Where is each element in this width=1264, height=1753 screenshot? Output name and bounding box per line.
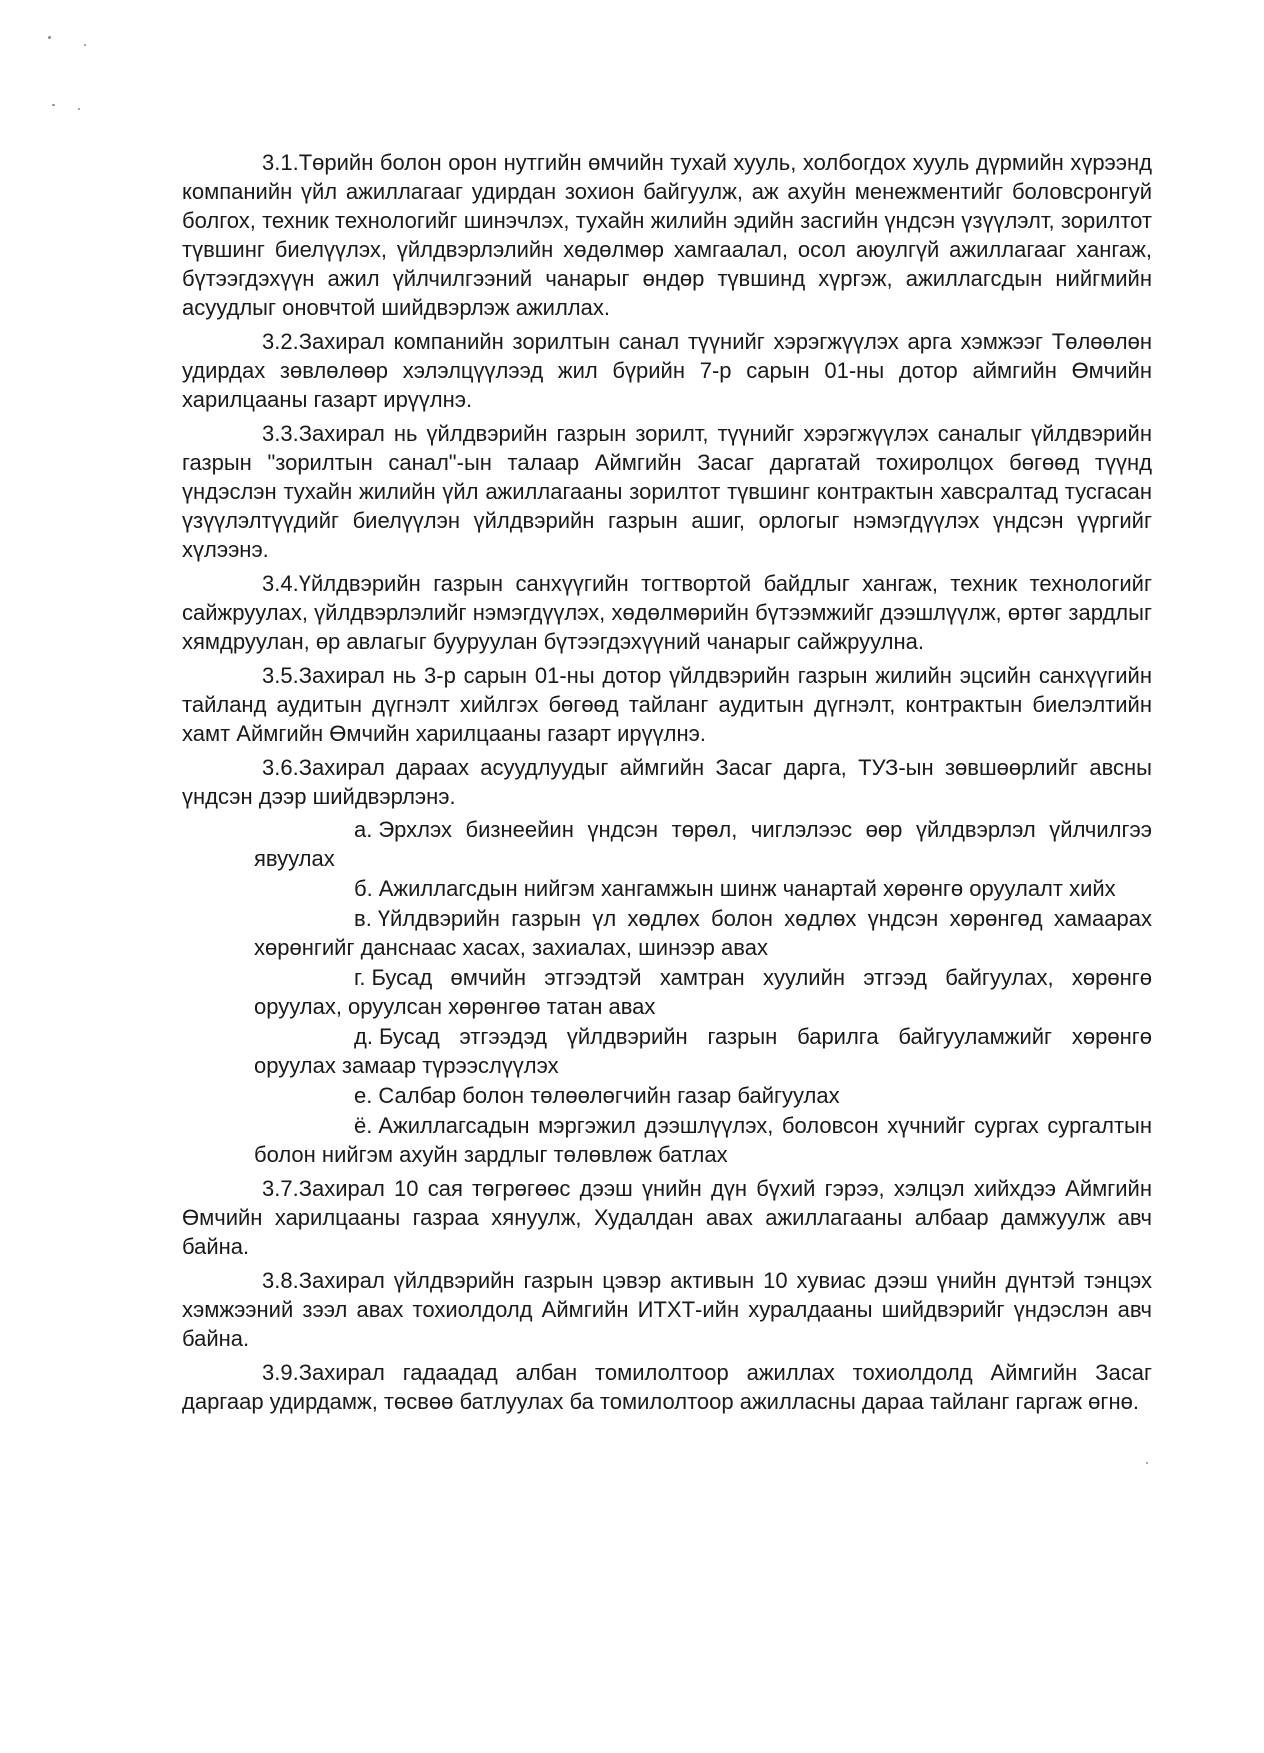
list-item [254, 1081, 1152, 1110]
list-item [254, 1022, 1152, 1080]
paragraph-3-2 [182, 327, 1152, 414]
clause-number: 3.3. [262, 421, 299, 446]
item-text: Ажиллагсдын нийгэм хангамжын шинж чанартай хөрөнгө оруулалт хийх [378, 876, 1116, 901]
item-text: Салбар болон төлөөлөгчийн газар байгуулах [378, 1083, 840, 1108]
sub-item-list [254, 815, 1152, 1169]
clause-number: 3.5. [262, 663, 299, 688]
paragraph-3-5 [182, 661, 1152, 748]
list-item [254, 874, 1152, 903]
scan-speck [48, 36, 51, 39]
item-marker: е. [354, 1083, 373, 1108]
clause-text: Захирал үйлдвэрийн газрын цэвэр активын 10 хувиас дээш үнийн дүнтэй тэнцэх хэмжээний зээл авах тохиолдолд Аймгийн ИТХТ-ийн хуралдааны шийдвэрийг үндэслэн авч байна. [182, 1268, 1152, 1351]
paragraphs-after [182, 1174, 1152, 1416]
clause-number: 3.7. [262, 1176, 299, 1201]
paragraph-3-9 [182, 1358, 1152, 1416]
paragraph-3-1 [182, 148, 1152, 322]
scan-speck [84, 44, 86, 46]
document-page [182, 148, 1152, 1416]
item-marker: д. [354, 1024, 373, 1049]
scan-speck [78, 108, 80, 110]
item-marker: а. [354, 817, 373, 842]
clause-text: Захирал компанийн зорилтын санал түүнийг хэрэгжүүлэх арга хэмжээг Төлөөлөн удирдах зөвлөлөөр хэлэлцүүлээд жил бүрийн 7-р сарын 01-ны дотор аймгийн Өмчийн харилцааны газарт ирүүлнэ. [182, 329, 1152, 412]
item-text: Бусад өмчийн этгээдтэй хамтран хуулийн этгээд байгуулах, хөрөнгө оруулах, оруулсан хөрөнгөө татан авах [254, 965, 1152, 1019]
paragraph-3-7 [182, 1174, 1152, 1261]
clause-text: Үйлдвэрийн газрын санхүүгийн тогтвортой байдлыг хангаж, техник технологийг сайжруулах, үйлдвэрлэлийг нэмэгдүүлэх, хөдөлмөрийн бүтээмжийг дээшлүүлж, өртөг зардлыг хямдруулан, өр авлагыг бууруулан бүтээгдэхүүний чанарыг сайжруулна. [182, 571, 1152, 654]
clause-number: 3.9. [262, 1360, 299, 1385]
item-marker: ё. [354, 1113, 373, 1138]
scan-speck [1146, 1462, 1148, 1464]
clause-number: 3.2. [262, 329, 299, 354]
list-item [254, 904, 1152, 962]
item-marker: б. [354, 876, 373, 901]
list-item [254, 963, 1152, 1021]
paragraph-3-3 [182, 419, 1152, 564]
clause-text: Захирал 10 сая төгрөгөөс дээш үнийн дүн бүхий гэрээ, хэлцэл хийхдээ Аймгийн Өмчийн харилцааны газраа хянуулж, Худалдан авах ажиллагааны албаар дамжуулж авч байна. [182, 1176, 1152, 1259]
clause-text: Төрийн болон орон нутгийн өмчийн тухай хууль, холбогдох хууль дүрмийн хүрээнд компанийн үйл ажиллагааг удирдан зохион байгуулж, аж ахуйн менежментийг боловсронгуй болгох, техник технологийг шинэчлэх, тухайн жилийн эдийн засгийн үндсэн үзүүлэлт, зорилтот түвшинг биелүүлэх, үйлдвэрлэлийн хөдөлмөр хамгаалал, осол аюулгүй ажиллагааг хангаж, бүтээгдэхүүн ажил үйлчилгээний чанарыг өндөр түвшинд хүргэж, ажиллагсдын нийгмийн асуудлыг оновчтой шийдвэрлэж ажиллах. [182, 150, 1152, 320]
clause-text: Захирал гадаадад албан томилолтоор ажиллах тохиолдолд Аймгийн Засаг даргаар удирдамж, төсвөө батлуулах ба томилолтоор ажилласны дараа тайланг гаргаж өгнө. [182, 1360, 1152, 1414]
paragraph-3-8 [182, 1266, 1152, 1353]
item-marker: г. [354, 965, 366, 990]
item-text: Үйлдвэрийн газрын үл хөдлөх болон хөдлөх үндсэн хөрөнгөд хамаарах хөрөнгийг данснаас хасах, захиалах, шинээр авах [254, 906, 1152, 960]
paragraphs-before [182, 148, 1152, 811]
clause-number: 3.8. [262, 1268, 299, 1293]
item-text: Эрхлэх бизнеейин үндсэн төрөл, чиглэлээс өөр үйлдвэрлэл үйлчилгээ явуулах [254, 817, 1152, 871]
clause-number: 3.6. [262, 755, 299, 780]
item-marker: в. [354, 906, 372, 931]
clause-text: Захирал нь үйлдвэрийн газрын зорилт, түүнийг хэрэгжүүлэх саналыг үйлдвэрийн газрын "зорилтын санал"-ын талаар Аймгийн Засаг даргатай тохиролцох бөгөөд түүнд үндэслэн тухайн жилийн үйл ажиллагааны зорилтот түвшинг контрактын хавсралтад тусгасан үзүүлэлтүүдийг биелүүлэн үйлдвэрийн газрын ашиг, орлогыг нэмэгдүүлэх үндсэн үүргийг хүлээнэ. [182, 421, 1152, 562]
paragraph-3-6 [182, 753, 1152, 811]
item-text: Бусад этгээдэд үйлдвэрийн газрын барилга байгууламжийг хөрөнгө оруулах замаар түрээслүүлэх [254, 1024, 1152, 1078]
item-text: Ажиллагсадын мэргэжил дээшлүүлэх, боловсон хүчнийг сургах сургалтын болон нийгэм ахуйн зардлыг төлөвлөж батлах [254, 1113, 1152, 1167]
list-item [254, 815, 1152, 873]
scan-speck [52, 104, 55, 106]
paragraph-3-4 [182, 569, 1152, 656]
clause-text: Захирал нь 3-р сарын 01-ны дотор үйлдвэрийн газрын жилийн эцсийн санхүүгийн тайланд аудитын дүгнэлт хийлгэх бөгөөд тайланг аудитын дүгнэлт, контрактын биелэлтийн хамт Аймгийн Өмчийн харилцааны газарт ирүүлнэ. [182, 663, 1152, 746]
list-item [254, 1111, 1152, 1169]
clause-number: 3.4. [262, 571, 299, 596]
clause-number: 3.1. [262, 150, 299, 175]
clause-text: Захирал дараах асуудлуудыг аймгийн Засаг дарга, ТУЗ-ын зөвшөөрлийг авсны үндсэн дээр шийдвэрлэнэ. [182, 755, 1152, 809]
